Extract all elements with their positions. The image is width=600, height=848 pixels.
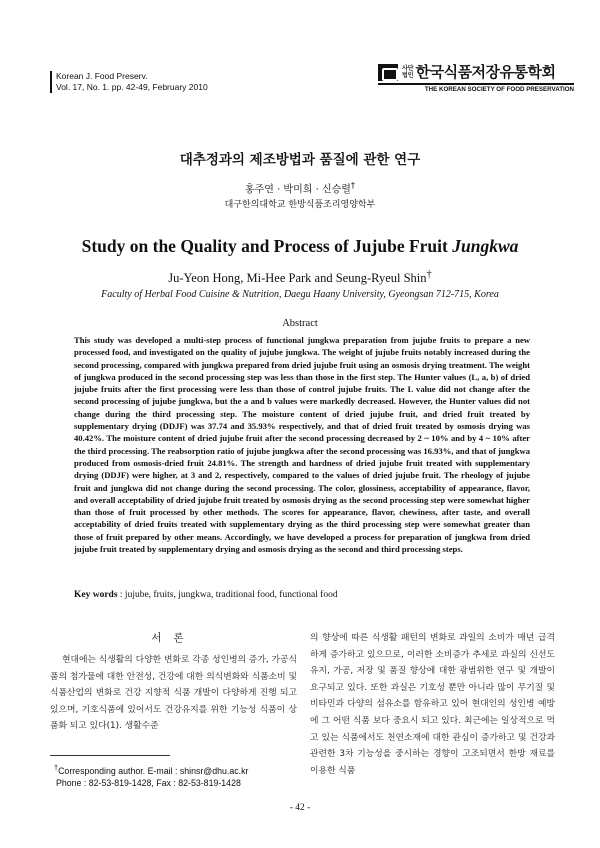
- corresponding-mark: †: [350, 180, 356, 190]
- journal-citation: [50, 71, 208, 93]
- society-name-kr: 한국식품저장유통학회: [415, 63, 556, 81]
- intro-paragraph-left: 현대에는 식생활의 다양한 변화로 각종 성인병의 증가, 가공식품의 첨가물에 대한 안전성, 건강에 대한 의식변화와 식품소비 및 식품산업의 변화로 건강 지향적 식품 개발이 다양하게 진행 되고 있으며, 기호식품에 있어서도 건강유지를 위한 기능성 식품이 상품화 되고 있다(1). 생활수준: [50, 655, 297, 732]
- abstract-heading: Abstract: [282, 318, 318, 329]
- keywords: [74, 590, 530, 600]
- title-english-italic: Jungkwa: [452, 236, 519, 256]
- abstract-body: This study was developed a multi-step process of functional jungkwa preparation from jujube fruits to prepare a new processed food, and investigated on the quality of jujube jungkwa. The weight of jujube fruits notably increased during the second processing, compared with jungkwa prepared from dried jujube fruit using an osmosis drying treatment. The weight of jungkwa produced in the second processing step was less than those in the first step. The Hunter values (L, a, b) of dried jujube fruits after the first processing were less than those of control jujube fruits. The L value did not change after the second processing of jujube jungkwa, but the a and b values were markedly decreased. However, the Hunter values did not change during the third processing step. The moisture content of dried jujube fruit, and dried fruit treated by supplementary drying (DDJF) was 37.74 and 35.93% respectively, and that of dried fruit treated by osmosis drying was 40.42%. The moisture content of dried jujube fruit after the second processing decreased by 2 ~ 10% and by 4 ~ 10% after the third processing. The reabsorption ratio of jujube jungkwa after the second processing was 16.93%, and that of jungkwa produced from osmosis-dried fruit 24.81%. The strength and hardness of dried jujube fruit treated with supplementary drying (DDJF) were higher, at 3 and 2, respectively, compared to the values of dried jujube fruit. The rheology of jujube fruit and jungkwa did not change during the second processing. The color, glossiness, acceptability of appearance, flavor, and overall acceptability of dried jujube fruit treated by osmosis drying as the second processing step were somewhat higher than those of fruit processed by other methods. The scores for appearance, flavor, chewiness, after taste, and overall acceptability of dried fruits treated with supplementary drying as the third processing step were somewhat greater than those of fruit prepared by other means. Accordingly, we have developed a process for preparation of jungkwa from dried jujube fruit treated by supplementary drying and osmosis drying as the second and third processing steps.: [74, 335, 530, 555]
- footnote-email: †Corresponding author. E-mail : shinsr@dhu.ac.kr: [54, 763, 249, 776]
- society-emblem-icon: [378, 64, 398, 81]
- title-english: [0, 236, 600, 257]
- affiliation-english: Faculty of Herbal Food Cuisine & Nutrition, Daegu Haany University, Gyeongsan 712-715, Korea: [101, 289, 499, 300]
- authors-english: [0, 269, 600, 286]
- society-logo: [378, 64, 574, 94]
- journal-volume: Vol. 17, No. 1. pp. 42-49, February 2010: [56, 82, 208, 92]
- legal-entity-mark: 사단 법인: [402, 65, 414, 79]
- keywords-list: : jujube, fruits, jungkwa, traditional food, functional food: [117, 590, 338, 600]
- title-korean: 대추정과의 제조방법과 품질에 관한 연구: [179, 152, 421, 168]
- intro-paragraph-right: 의 향상에 따른 식생활 패턴의 변화로 과일의 소비가 매년 급격하게 증가하고 있으므로, 이러한 소비증가 추세로 과실의 신선도 유지, 가공, 저장 및 품질 향상에 대한 광범위한 연구 및 개발이 요구되고 있다. 또한 과실은 기호성 뿐만 아니라 많이 무기질 및 비타민과 다양의 섬유소를 함유하고 있어 현대인의 성인병 예방에 그 어떤 식품 보다 중요시 되고 있다. 최근에는 일상적으로 먹고 있는 식품에서도 천연소재에 대한 관심이 증가하고 및 건강과 관련한 3차 기능성을 중시하는 경향이 고조되면서 한방 재료를 이용한 식품: [310, 633, 555, 776]
- footnote-rule: [50, 755, 170, 756]
- affiliation-korean: 대구한의대학교 한방식품조리영양학부: [224, 200, 376, 210]
- keywords-label: Key words: [74, 590, 118, 600]
- corresponding-mark-en: †: [426, 269, 432, 280]
- logo-row: [378, 64, 574, 81]
- journal-name: Korean J. Food Preserv.: [56, 71, 148, 81]
- footnote: [54, 762, 248, 790]
- section-heading-introduction: 서론: [151, 632, 196, 644]
- footnote-mark: †: [54, 763, 59, 772]
- body-column-right: [310, 630, 555, 779]
- title-english-main: Study on the Quality and Process of Jujube Fruit: [81, 236, 453, 256]
- authors-korean-names: 홍주연 · 박미희 · 신승렬: [244, 184, 351, 196]
- body-column-left: [50, 630, 297, 735]
- footnote-phone: Phone : 82-53-819-1428, Fax : 82-53-819-1428: [56, 778, 241, 789]
- page-number: - 42 -: [289, 803, 311, 813]
- society-name-en: THE KOREAN SOCIETY OF FOOD PRESERVATION: [424, 86, 574, 93]
- authors-english-names: Ju-Yeon Hong, Mi-Hee Park and Seung-Ryeul Shin: [168, 271, 427, 286]
- authors-korean: [0, 180, 600, 195]
